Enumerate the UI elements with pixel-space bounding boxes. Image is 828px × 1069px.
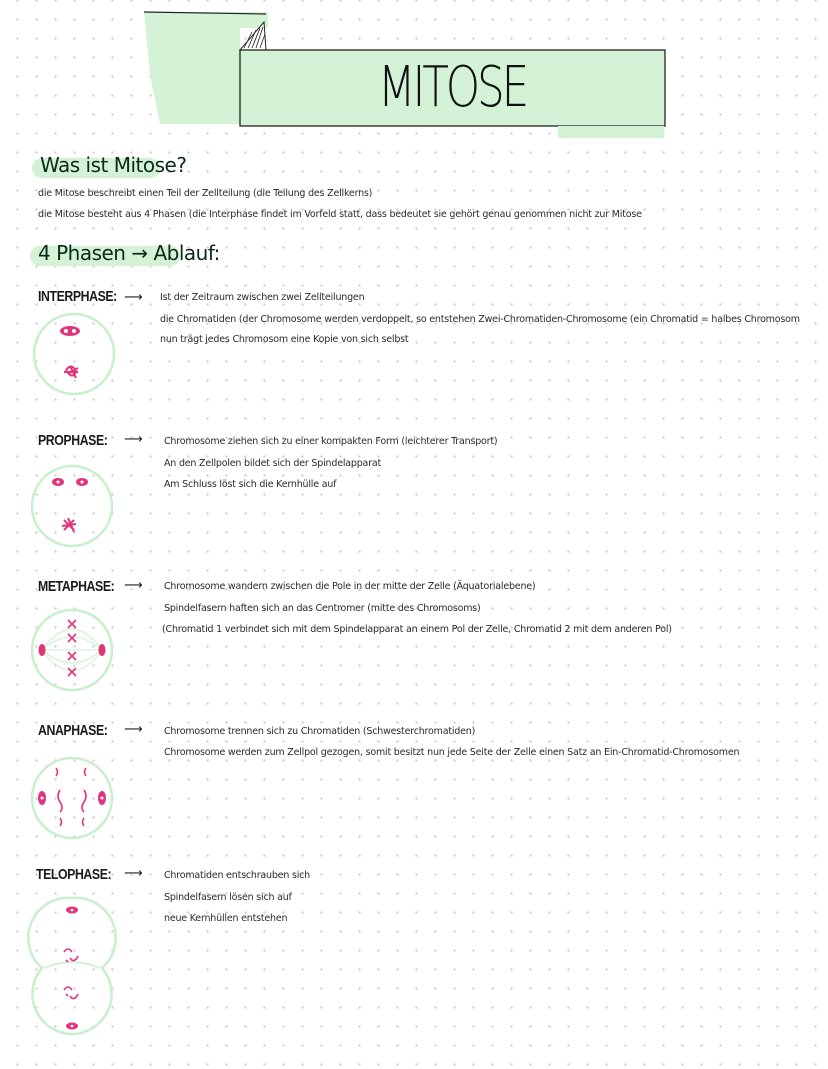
anaphase-line-2: Chromosome werden zum Zellpol gezogen, somit besitzt nun jede Seite der Zelle einen Satz an Ein-Chromatid-Chromosomen xyxy=(164,747,740,758)
prophase-cell-illustration xyxy=(30,464,114,548)
arrow-icon: ⟶ xyxy=(124,432,143,447)
phases-heading xyxy=(38,240,220,266)
arrow-icon: ⟶ xyxy=(124,578,143,593)
telophase-cell-illustration xyxy=(30,896,114,1036)
arrow-icon: ⟶ xyxy=(124,290,143,305)
phase-title-prophase: PROPHASE: xyxy=(38,432,108,449)
intro-line-1: die Mitose beschreibt einen Teil der Zellteilung (die Teilung des Zellkerns) xyxy=(38,188,373,199)
prophase-line-1: Chromosome ziehen sich zu einer kompakten Form (leichterer Transport) xyxy=(164,436,498,447)
interphase-line-1: Ist der Zeitraum zwischen zwei Zellteilungen xyxy=(160,292,365,303)
anaphase-cell-illustration xyxy=(30,756,114,840)
phases-heading-text: 4 Phasen → Ablauf: xyxy=(38,241,220,265)
interphase-line-3: nun trägt jedes Chromosom eine Kopie von sich selbst xyxy=(160,334,409,345)
phase-title-telophase: TELOPHASE: xyxy=(36,866,112,883)
prophase-line-3: Am Schluss löst sich die Kernhülle auf xyxy=(164,479,337,490)
page-title: MITOSE xyxy=(377,55,527,120)
phase-title-metaphase: METAPHASE: xyxy=(38,578,115,595)
telophase-line-2: Spindelfasern lösen sich auf xyxy=(164,892,292,903)
prophase-line-2: An den Zellpolen bildet sich der Spindelapparat xyxy=(164,458,382,469)
intro-line-2: die Mitose besteht aus 4 Phasen (die Interphase findet im Vorfeld statt, dass bedeutet sie gehört genau genommen nicht zur Mitose xyxy=(38,209,642,220)
metaphase-line-2: Spindelfasern haften sich an das Centromer (mitte des Chromosoms) xyxy=(164,603,481,614)
metaphase-line-3: (Chromatid 1 verbindet sich mit dem Spindelapparat an einem Pol der Zelle, Chromatid 2 mit dem anderen Pol) xyxy=(162,624,672,635)
interphase-line-2: die Chromatiden (der Chromosome werden verdoppelt, so entstehen Zwei-Chromatiden-Chromosome (ein Chromatid = halbes Chromosom xyxy=(160,314,800,325)
arrow-icon: ⟶ xyxy=(124,866,143,881)
intro-heading-text: Was ist Mitose? xyxy=(40,153,187,177)
interphase-cell-illustration xyxy=(32,312,116,396)
telophase-line-3: neue Kernhüllen entstehen xyxy=(164,913,288,924)
metaphase-cell-illustration xyxy=(28,608,116,692)
anaphase-line-1: Chromosome trennen sich zu Chromatiden (Schwesterchromatiden) xyxy=(164,726,476,737)
phase-title-interphase: INTERPHASE: xyxy=(38,288,117,305)
arrow-icon: ⟶ xyxy=(124,722,143,737)
metaphase-line-1: Chromosome wandern zwischen die Pole in der mitte der Zelle (Äquatorialebene) xyxy=(164,581,536,592)
intro-heading xyxy=(40,152,186,178)
telophase-line-1: Chromatiden entschrauben sich xyxy=(164,870,311,881)
phase-title-anaphase: ANAPHASE: xyxy=(38,722,108,739)
